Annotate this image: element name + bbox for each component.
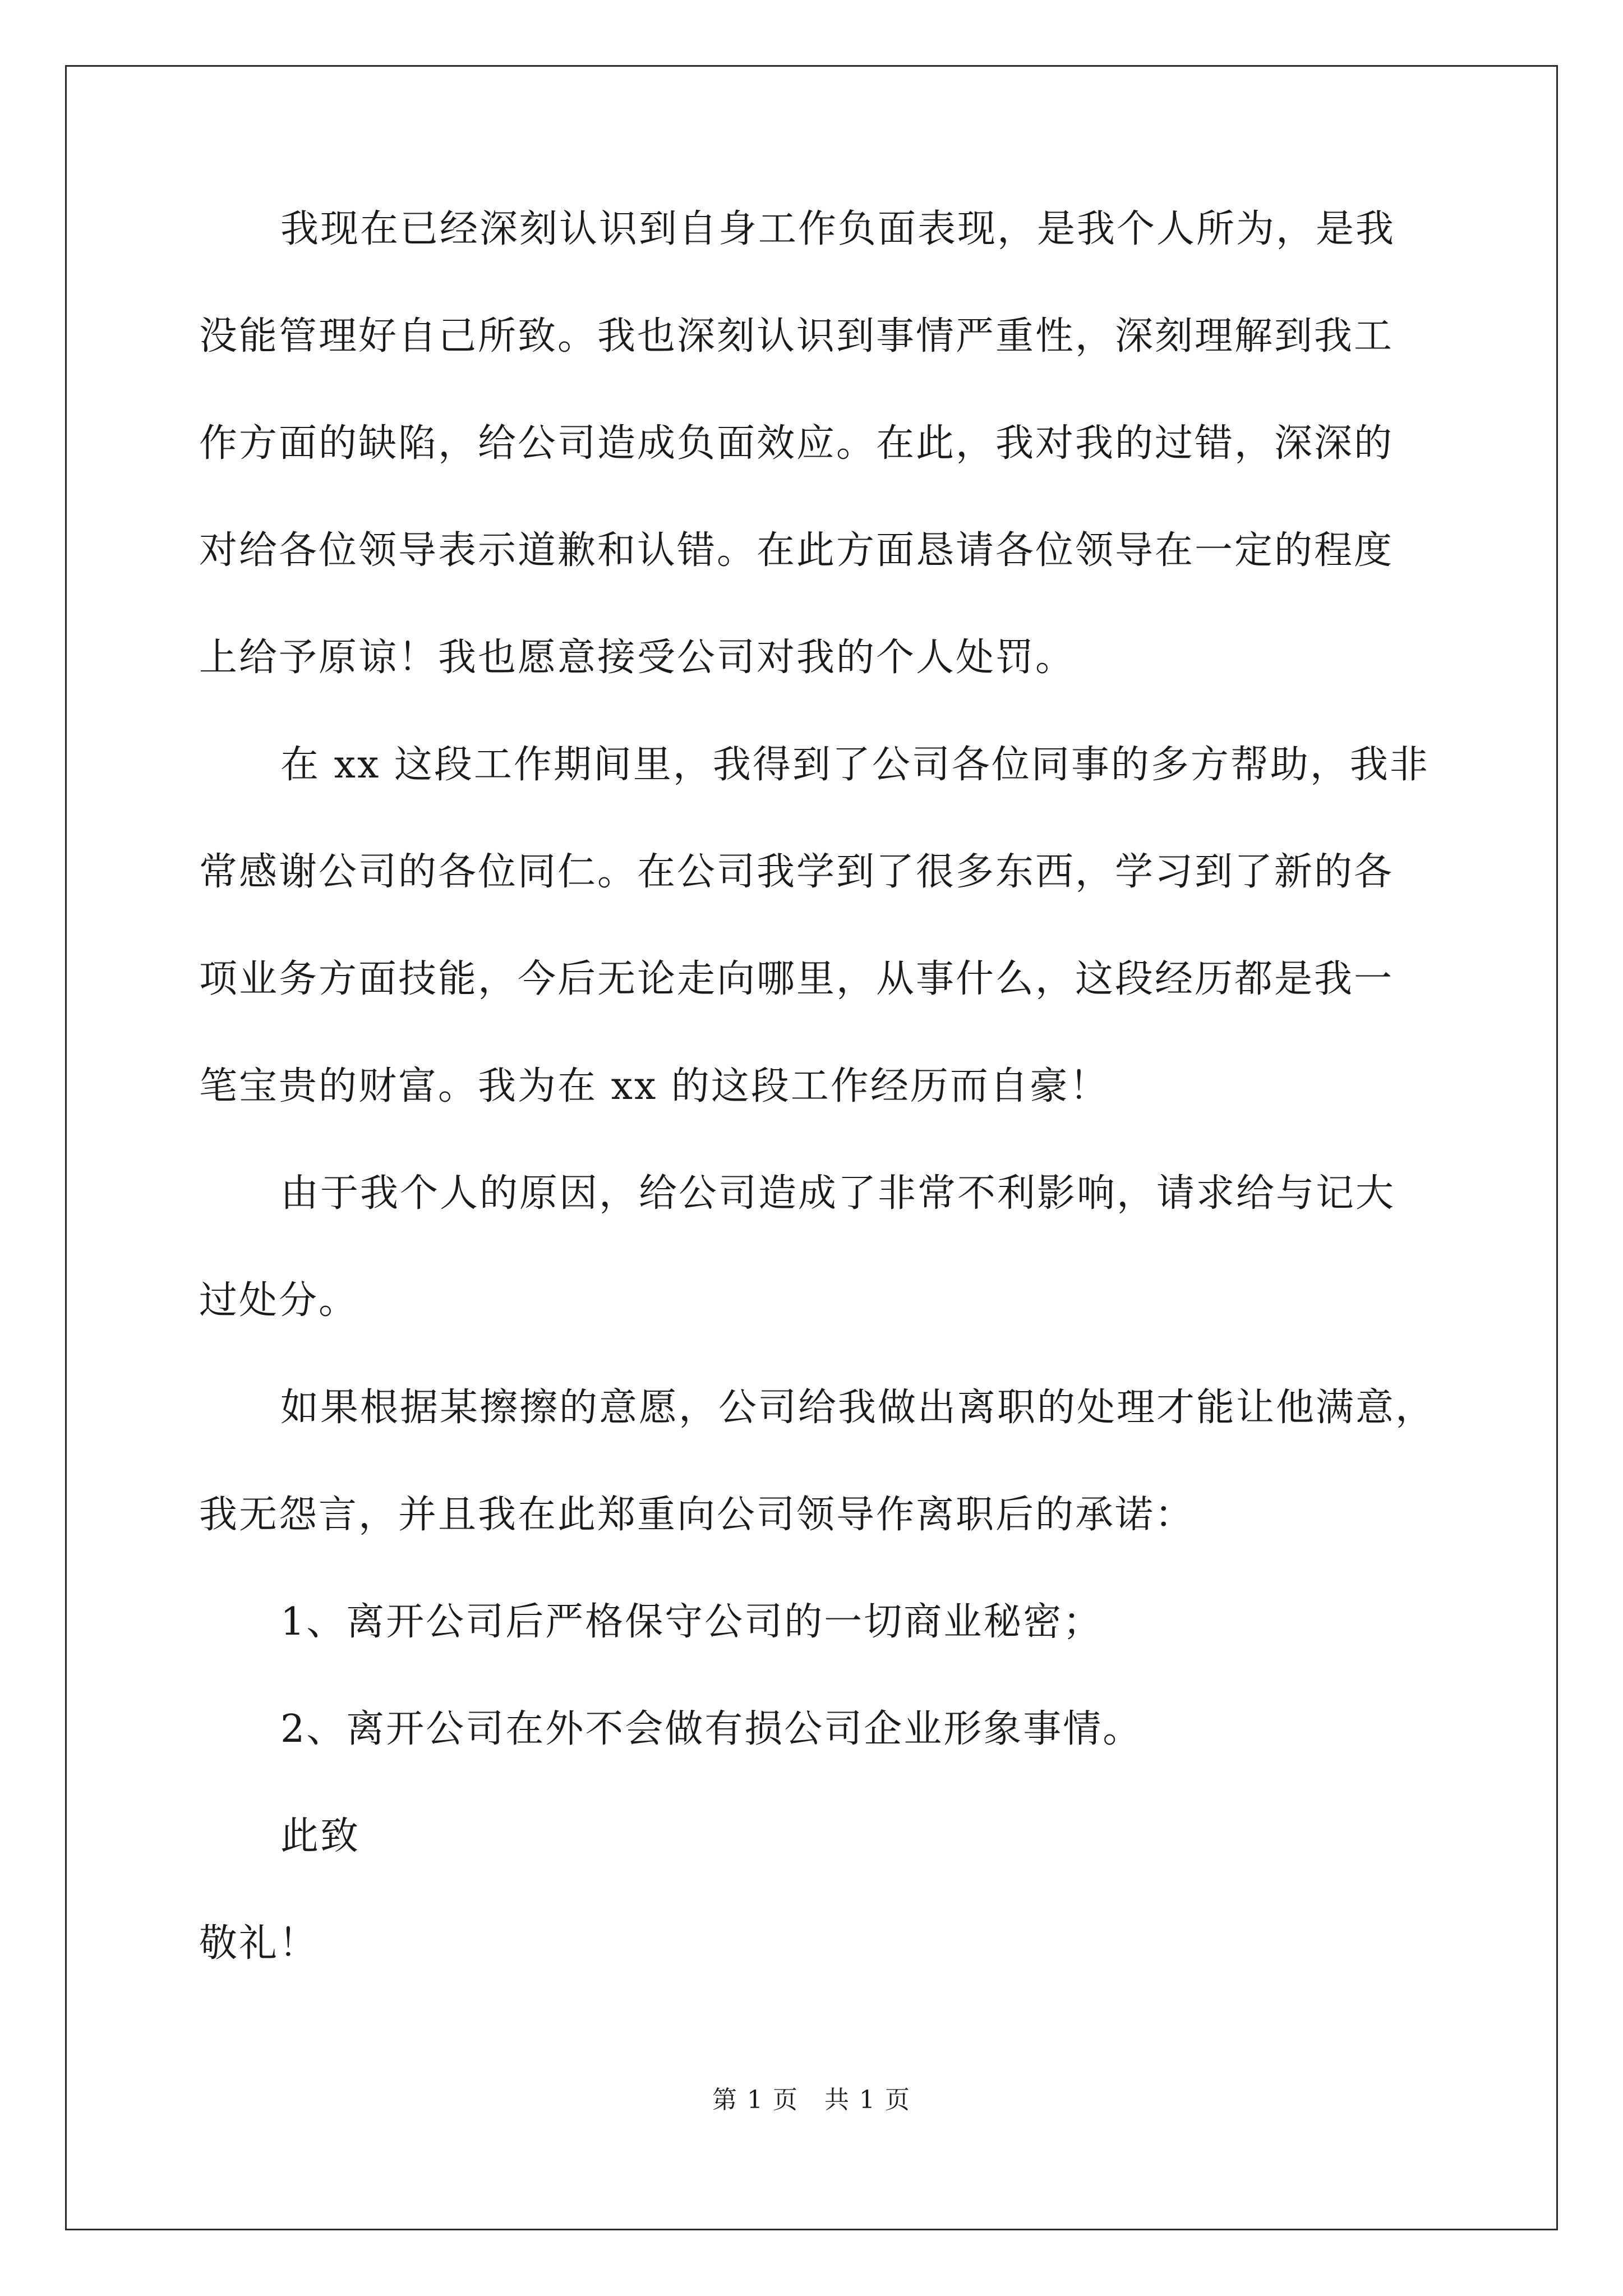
text-line: 过处分。: [199, 1278, 359, 1323]
text-line: 项业务方面技能，今后无论走向哪里，从事什么，这段经历都是我一: [199, 957, 1394, 1001]
page-number-footer: 第 1 页 共 1 页: [712, 2086, 911, 2114]
text-line: 我无怨言，并且我在此郑重向公司领导作离职后的承诺：: [199, 1493, 1195, 1537]
text-line: 我现在已经深刻认识到自身工作负面表现，是我个人所为，是我: [280, 207, 1396, 251]
text-line: 上给予原谅！我也愿意接受公司对我的个人处罚。: [199, 636, 1076, 680]
text-line: 没能管理好自己所致。我也深刻认识到事情严重性，深刻理解到我工: [199, 314, 1394, 358]
text-line: 2、离开公司在外不会做有损公司企业形象事情。: [280, 1707, 1143, 1751]
text-line: 笔宝贵的财富。我为在 xx 的这段工作经历而自豪！: [199, 1064, 1109, 1108]
text-line: 对给各位领导表示道歉和认错。在此方面恳请各位领导在一定的程度: [199, 528, 1394, 573]
text-line: 由于我个人的原因，给公司造成了非常不利影响，请求给与记大: [280, 1171, 1396, 1216]
text-line: 在 xx 这段工作期间里，我得到了公司各位同事的多方帮助，我非: [280, 743, 1430, 787]
text-line: 此致: [280, 1814, 361, 1858]
text-line: 作方面的缺陷，给公司造成负面效应。在此，我对我的过错，深深的: [199, 421, 1394, 466]
text-line: 1、离开公司后严格保守公司的一切商业秘密；: [280, 1600, 1103, 1644]
text-line: 常感谢公司的各位同仁。在公司我学到了很多东西，学习到了新的各: [199, 850, 1394, 894]
letter-body: [199, 207, 1436, 2032]
text-line: 敬礼！: [199, 1921, 319, 1966]
text-line: 如果根据某擦擦的意愿，公司给我做出离职的处理才能让他满意，: [280, 1386, 1436, 1430]
